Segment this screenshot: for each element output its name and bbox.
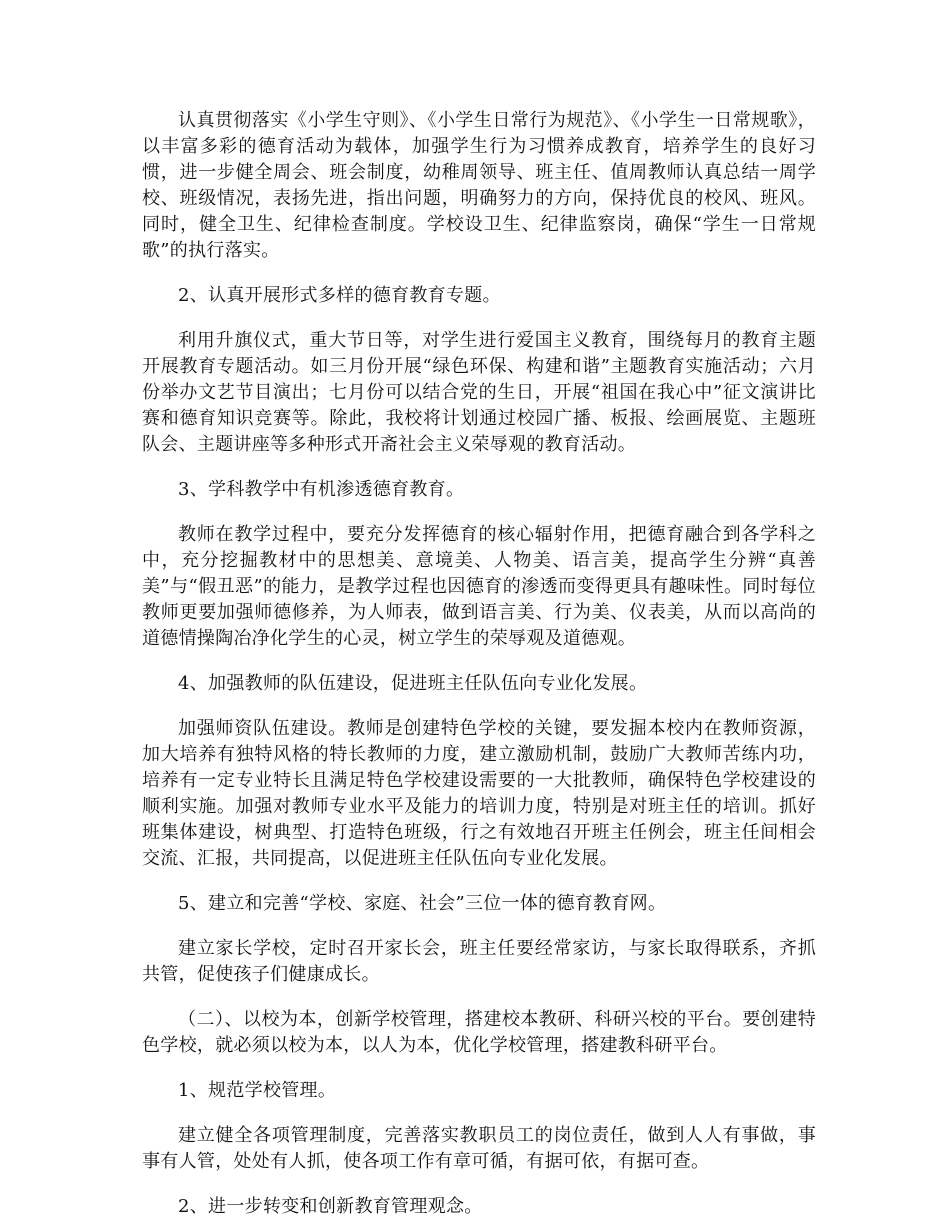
- section-heading-2: 2、认真开展形式多样的德育教育专题。: [178, 285, 501, 306]
- paragraph-daily-conduct: 认真贯彻落实《小学生守则》、《小学生日常行为规范》、《小学生一日常规歌》，以丰富多彩的德育活动为载体，加强学生行为习惯养成教育，培养学生的良好习惯，进一步健全周会、班会制度，幼稚周领导、班主任、值周教师认真总结一周学校、班级情况，表扬先进，指出问题，明确努力的方向，保持优良的校风、班风。同时，健全卫生、纪律检查制度。学校设卫生、纪律监察岗，确保“学生一日常规歌”的执行落实。: [142, 110, 816, 261]
- paragraph-parent-school: 建立家长学校，定时召开家长会，班主任要经常家访，与家长取得联系，齐抓共管，促使孩子们健康成长。: [142, 938, 816, 985]
- section-heading-3: 3、学科教学中有机渗透德育教育。: [178, 479, 465, 500]
- section-heading-4: 4、加强教师的队伍建设，促进班主任队伍向专业化发展。: [178, 673, 648, 694]
- paragraph-management-system: 建立健全各项管理制度，完善落实教职员工的岗位责任，做到人人有事做，事事有人管，处处有人抓，使各项工作有章可循，有据可依，有据可查。: [142, 1125, 816, 1172]
- paragraph-teacher-team: 加强师资队伍建设。教师是创建特色学校的关键，要发掘本校内在教师资源，加大培养有独特风格的特长教师的力度，建立激励机制，鼓励广大教师苦练内功，培养有一定专业特长且满足特色学校建设需要的一大批教师，确保特色学校建设的顺利实施。加强对教师专业水平及能力的培训力度，特别是对班主任的培训。抓好班集体建设，树典型、打造特色班级，行之有效地召开班主任例会，班主任间相会交流、汇报，共同提高，以促进班主任队伍向专业化发展。: [142, 718, 816, 869]
- paragraph-themed-activities: 利用升旗仪式，重大节日等，对学生进行爱国主义教育，围绕每月的教育主题开展教育专题活动。如三月份开展“绿色环保、构建和谐”主题教育实施活动；六月份举办文艺节目演出；七月份可以结合党的生日，开展“祖国在我心中”征文演讲比赛和德育知识竞赛等。除此，我校将计划通过校园广播、板报、绘画展览、主题班队会、主题讲座等多种形式开斋社会主义荣辱观的教育活动。: [142, 330, 816, 455]
- paragraph-subject-teaching: 教师在教学过程中，要充分发挥德育的核心辐射作用，把德育融合到各学科之中，充分挖掘教材中的思想美、意境美、人物美、语言美，提高学生分辨“真善美”与“假丑恶”的能力，是教学过程也因德育的渗透而变得更具有趣味性。同时每位教师更要加强师德修养，为人师表，做到语言美、行为美、仪表美，从而以高尚的道德情操陶冶净化学生的心灵，树立学生的荣辱观及道德观。: [142, 524, 816, 649]
- section-heading-management-concept: 2、进一步转变和创新教育管理观念。: [178, 1196, 483, 1217]
- section-heading-5: 5、建立和完善“学校、家庭、社会”三位一体的德育教育网。: [178, 893, 667, 914]
- section-heading-regulate-management: 1、规范学校管理。: [178, 1080, 337, 1101]
- paragraph-school-based-management: （二）、以校为本，创新学校管理，搭建校本教研、科研兴校的平台。要创建特色学校，就必须以校为本，以人为本，优化学校管理，搭建教科研平台。: [142, 1009, 816, 1056]
